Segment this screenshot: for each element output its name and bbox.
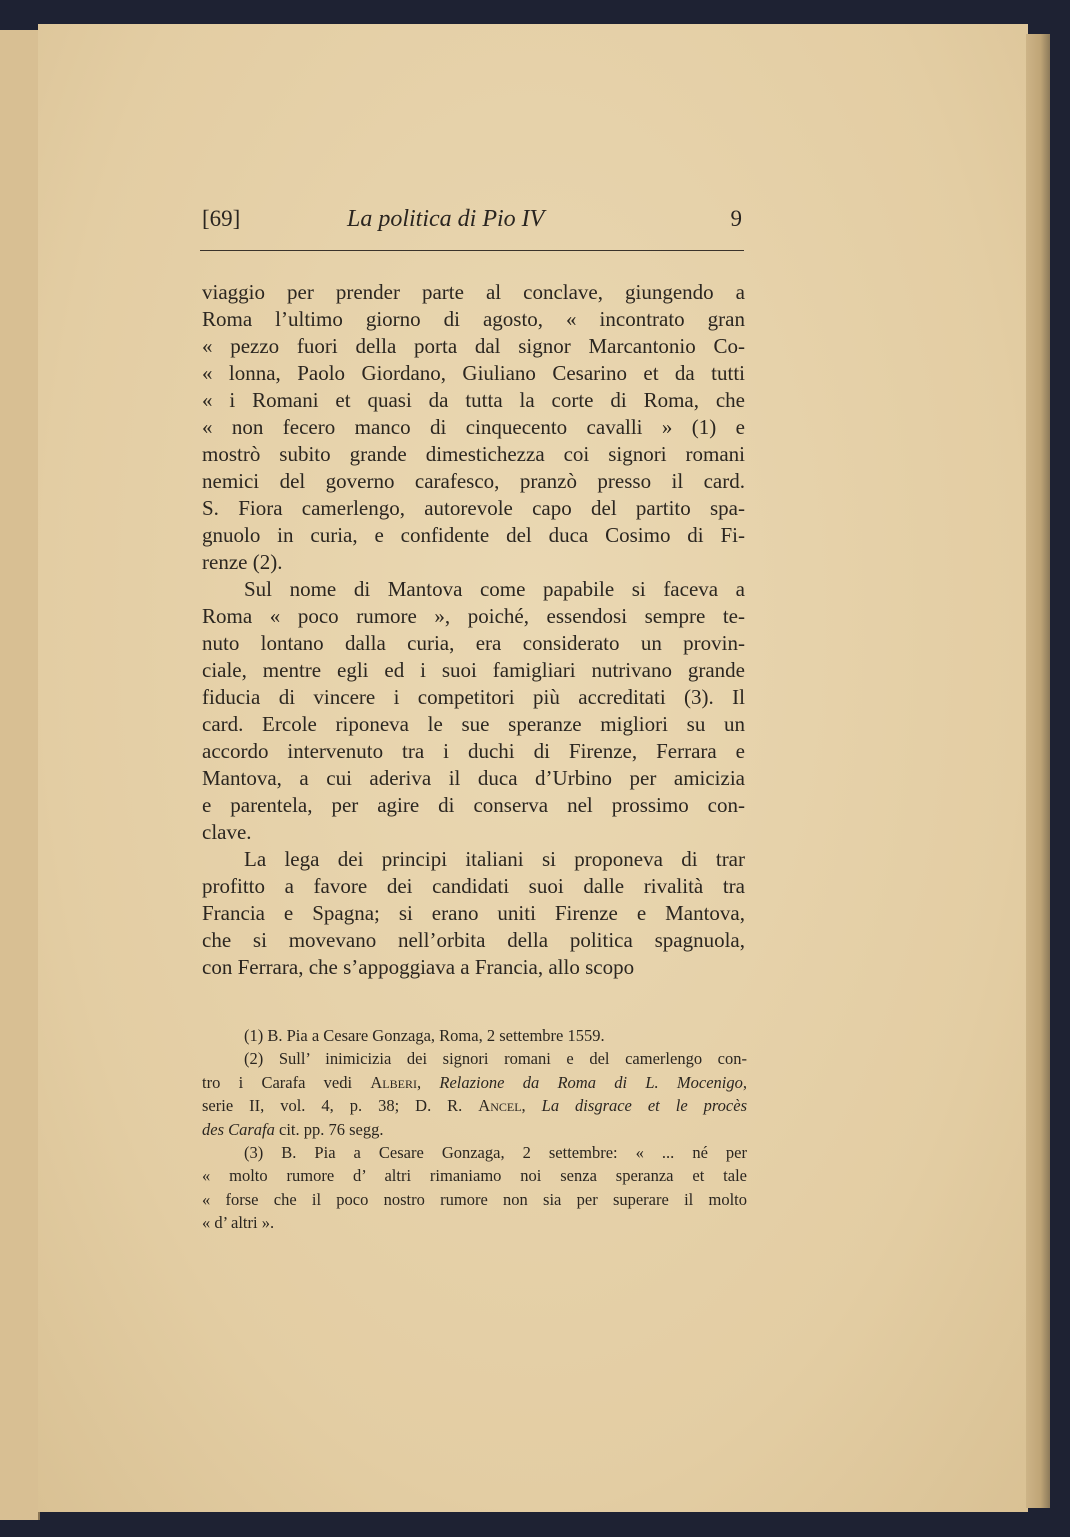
footnote-line	[202, 1141, 747, 1164]
header-rule	[200, 250, 744, 251]
running-title: La politica di Pio IV	[347, 206, 545, 232]
text-line: fiducia di vincere i competitori più accreditati (3). Il	[202, 685, 745, 709]
text-line: con Ferrara, che s’appoggiava a Francia, allo scopo	[202, 955, 635, 979]
text-line: « non fecero manco di cinquecento cavalli » (1) e	[202, 415, 745, 439]
text-line: e parentela, per agire di conserva nel prossimo con-	[202, 793, 745, 817]
footnote-line	[202, 1118, 747, 1141]
text-line: Francia e Spagna; si erano uniti Firenze e Mantova,	[202, 901, 745, 925]
author-name: Alberi	[370, 1072, 417, 1092]
footnote-line	[202, 1211, 747, 1234]
footnote-line	[202, 1164, 747, 1187]
footnote-text: « d’ altri ».	[202, 1213, 275, 1233]
footnote-text: cit. pp. 76 segg.	[274, 1119, 384, 1139]
footnote-text: ,	[416, 1072, 440, 1092]
footnote-text: (2) Sull’ inimicizia dei signori romani e del camerlengo con-	[244, 1049, 747, 1069]
body-text	[202, 279, 745, 981]
text-line: nemici del governo carafesco, pranzò presso il card.	[202, 469, 745, 493]
text-line: Mantova, a cui aderiva il duca d’Urbino per amicizia	[202, 766, 745, 790]
footnote-text: tro i Carafa vedi	[202, 1072, 371, 1092]
text-line: « pezzo fuori della porta dal signor Marcantonio Co-	[202, 334, 745, 358]
footnotes	[202, 1024, 747, 1235]
text-line: renze (2).	[202, 550, 283, 574]
running-header	[202, 206, 742, 236]
text-line: ciale, mentre egli ed i suoi famigliari nutrivano grande	[202, 658, 745, 682]
previous-page-edge	[0, 30, 40, 1520]
text-line: clave.	[202, 820, 252, 844]
italic-title: La disgrace et le procès	[541, 1096, 748, 1116]
footnote-line	[202, 1071, 747, 1094]
footnote-text: ,	[742, 1072, 748, 1092]
text-line: S. Fiora camerlengo, autorevole capo del partito spa-	[202, 496, 745, 520]
footnote-text: « molto rumore d’ altri rimaniamo noi senza speranza et tale	[202, 1166, 747, 1186]
footnote-text: ,	[521, 1096, 542, 1116]
footnote-text: (3) B. Pia a Cesare Gonzaga, 2 settembre: « ... né per	[244, 1142, 747, 1162]
italic-title: des Carafa	[202, 1119, 275, 1139]
text-line: nuto lontano dalla curia, era considerato un provin-	[202, 631, 745, 655]
text-line: Roma « poco rumore », poiché, essendosi sempre te-	[202, 604, 745, 628]
text-line: La lega dei principi italiani si proponeva di trar	[244, 847, 745, 871]
text-line: « lonna, Paolo Giordano, Giuliano Cesarino et da tutti	[202, 361, 745, 385]
footnote-text: (1) B. Pia a Cesare Gonzaga, Roma, 2 settembre 1559.	[244, 1026, 605, 1045]
footnote-line	[202, 1024, 747, 1047]
footnote-line	[202, 1047, 747, 1070]
text-line: viaggio per prender parte al conclave, giungendo a	[202, 280, 745, 304]
footnote-text: serie II, vol. 4, p. 38; D. R.	[202, 1096, 479, 1116]
text-line: profitto a favore dei candidati suoi dalle rivalità tra	[202, 874, 745, 898]
text-line: accordo intervenuto tra i duchi di Firenze, Ferrara e	[202, 739, 745, 763]
text-line: card. Ercole riponeva le sue speranze migliori su un	[202, 712, 745, 736]
footnote-text: « forse che il poco nostro rumore non sia per superare il molto	[202, 1189, 747, 1209]
italic-title: Relazione da Roma di L. Mocenigo	[439, 1072, 743, 1092]
text-line: gnuolo in curia, e confidente del duca Cosimo di Fi-	[202, 523, 745, 547]
text-line: « i Romani et quasi da tutta la corte di Roma, che	[202, 388, 745, 412]
footnote-line	[202, 1094, 747, 1117]
text-line: mostrò subito grande dimestichezza coi signori romani	[202, 442, 745, 466]
page-stack-edge	[1026, 34, 1050, 1508]
page-reference: [69]	[202, 206, 241, 231]
text-line: Roma l’ultimo giorno di agosto, « incontrato gran	[202, 307, 745, 331]
footnote-line	[202, 1188, 747, 1211]
text-line: che si movevano nell’orbita della politica spagnuola,	[202, 928, 745, 952]
page-number: 9	[730, 206, 742, 231]
author-name: Ancel	[478, 1096, 522, 1116]
text-line: Sul nome di Mantova come papabile si faceva a	[244, 577, 745, 601]
